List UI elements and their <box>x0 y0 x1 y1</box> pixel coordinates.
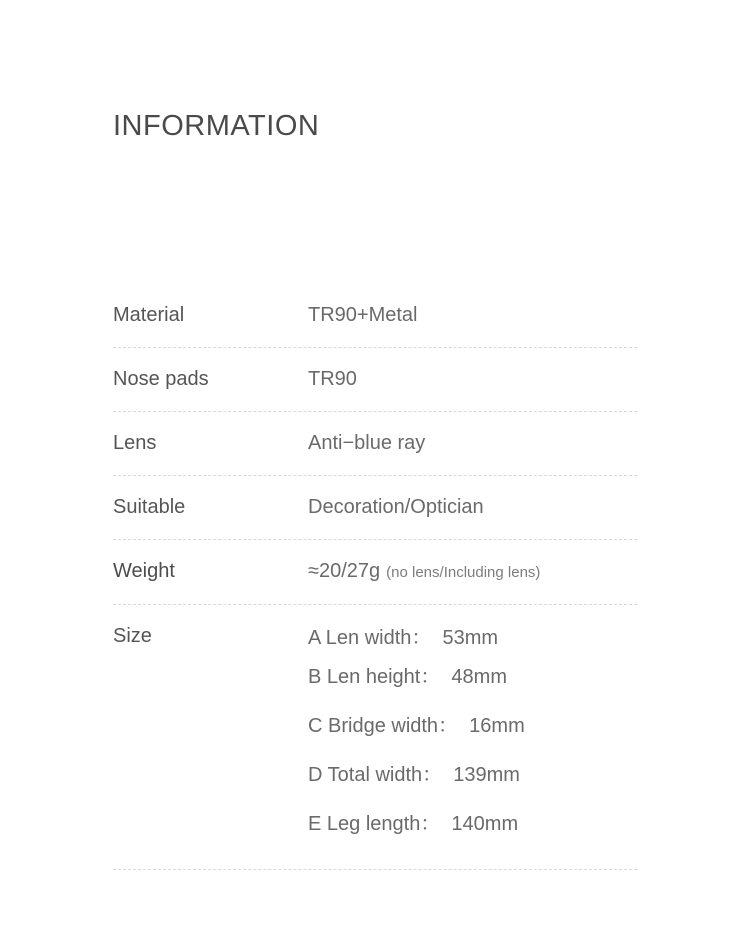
spec-value-suitable: Decoration/Optician <box>308 496 484 518</box>
weight-note: (no lens/Including lens) <box>386 564 541 581</box>
size-line-e: E Leg length： 140mm <box>308 813 519 835</box>
size-line-d: D Total width： 139mm <box>308 764 520 786</box>
spec-label-suitable: Suitable <box>113 496 186 518</box>
spec-label-weight: Weight <box>113 560 175 582</box>
spec-value-lens: Anti−blue ray <box>308 432 426 454</box>
size-line-c: C Bridge width： 16mm <box>308 715 525 737</box>
spec-value-size <box>308 605 637 869</box>
specification-table <box>113 284 637 870</box>
page-title: INFORMATION <box>113 110 320 142</box>
table-row <box>113 348 637 412</box>
size-line-b: B Len height： 48mm <box>308 666 507 688</box>
table-row <box>113 540 637 605</box>
weight-value: ≈20/27g <box>308 560 381 582</box>
table-row <box>113 412 637 476</box>
spec-label-lens: Lens <box>113 432 157 454</box>
spec-label-material: Material <box>113 304 185 326</box>
spec-value-nose-pads: TR90 <box>308 368 357 390</box>
spec-value-material: TR90+Metal <box>308 304 418 326</box>
spec-value-weight <box>308 540 637 604</box>
table-row <box>113 284 637 348</box>
size-line-a: A Len width： 53mm <box>308 627 499 649</box>
table-row <box>113 476 637 540</box>
spec-label-nose-pads: Nose pads <box>113 368 209 390</box>
table-row <box>113 605 637 870</box>
spec-label-size: Size <box>113 625 152 647</box>
